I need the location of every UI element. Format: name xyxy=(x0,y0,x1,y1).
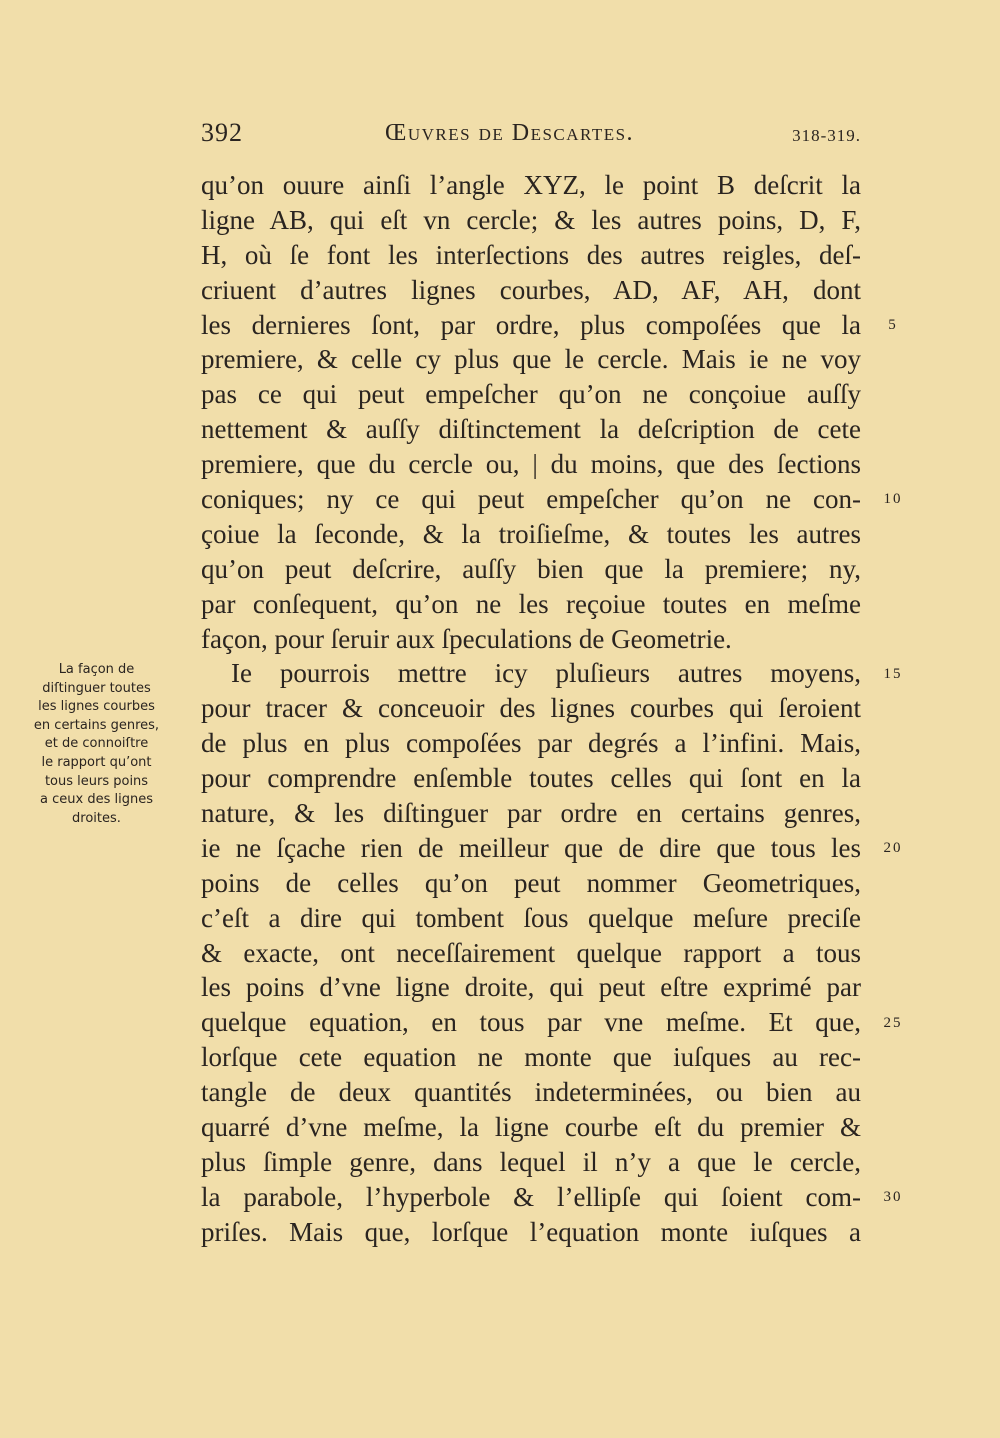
text-line: Ie pourrois mettre icy pluſieurs autres moyens, xyxy=(231,658,861,689)
text-line: lorſque cete equation ne monte que iuſques au rec- xyxy=(201,1042,861,1073)
text-line: pas ce qui peut empeſcher qu’on ne conçoiue auſſy xyxy=(201,379,861,410)
running-title: Œuvres de Descartes. xyxy=(385,120,635,146)
line-number: 5 xyxy=(888,316,898,333)
text-line: tangle de deux quantités indeterminées, ou bien au xyxy=(201,1077,861,1108)
text-line: qu’on ouure ainſi l’angle XYZ, le point B deſcrit la xyxy=(201,170,861,200)
text-line: coniques; ny ce qui peut empeſcher qu’on ne con- xyxy=(201,484,861,515)
text-line: poins de celles qu’on peut nommer Geometriques, xyxy=(201,867,861,898)
text-line: nettement & auſſy diſtinctement la deſcription de cete xyxy=(201,414,861,445)
margin-note xyxy=(14,661,179,828)
margin-note-line: en certains genres, xyxy=(33,717,160,733)
line-number: 20 xyxy=(883,840,903,857)
body-text xyxy=(201,168,861,1250)
text-line: plus ſimple genre, dans lequel il n’y a que le cercle, xyxy=(201,1146,861,1177)
text-line: de plus en plus compoſées par degrés a l’infini. Mais, xyxy=(201,728,861,759)
text-line: premiere, & celle cy plus que le cercle. Mais ie ne voy xyxy=(201,344,861,375)
margin-note-line: le rapport qu’ont xyxy=(41,754,152,770)
line-number: 15 xyxy=(883,665,903,682)
margin-note-line: droites. xyxy=(72,810,121,826)
line-number: 10 xyxy=(883,491,903,508)
text-line: pour tracer & conceuoir des lignes courbes qui ſeroient xyxy=(201,693,861,724)
text-line: c’eſt a dire qui tombent ſous quelque meſure preciſe xyxy=(201,902,861,933)
text-line: les dernieres ſont, par ordre, plus compoſées que la xyxy=(201,309,861,340)
page-number: 392 xyxy=(201,118,243,147)
margin-note-line: diſtinguer toutes xyxy=(42,680,151,696)
text-line: façon, pour ſeruir aux ſpeculations de Geometrie. xyxy=(201,623,732,654)
margin-note-line: a ceux des lignes xyxy=(40,792,153,808)
text-line: priſes. Mais que, lorſque l’equation monte iuſques a xyxy=(201,1216,861,1247)
text-line: qu’on peut deſcrire, auſſy bien que la premiere; ny, xyxy=(201,553,861,584)
text-line: quelque equation, en tous par vne meſme. Et que, xyxy=(201,1007,861,1038)
text-line: ie ne ſçache rien de meilleur que de dire que tous les xyxy=(201,832,861,863)
text-line: & exacte, ont neceſſairement quelque rapport a tous xyxy=(201,937,861,968)
page-header xyxy=(201,118,861,152)
margin-note-line: et de connoiſtre xyxy=(44,736,149,752)
text-line: H, où ſe font les interſections des autres reigles, deſ- xyxy=(201,239,861,270)
line-numbers xyxy=(875,168,915,1268)
line-number: 25 xyxy=(883,1014,903,1031)
text-line: quarré d’vne meſme, la ligne courbe eſt du premier & xyxy=(201,1112,861,1143)
text-line: les poins d’vne ligne droite, qui peut eſtre exprimé par xyxy=(201,972,861,1003)
text-line: par conſequent, qu’on ne les reçoiue toutes en meſme xyxy=(201,588,861,619)
line-number: 30 xyxy=(883,1189,903,1206)
margin-note-line: La façon de xyxy=(58,662,135,677)
text-line: la parabole, l’hyperbole & l’ellipſe qui ſoient com- xyxy=(201,1181,861,1212)
text-line: pour comprendre enſemble toutes celles qui ſont en la xyxy=(201,763,861,794)
text-line: çoiue la ſeconde, & la troiſieſme, & toutes les autres xyxy=(201,518,861,549)
page-range: 318-319. xyxy=(792,126,861,145)
text-line: ligne AB, qui eſt vn cercle; & les autres poins, D, F, xyxy=(201,204,861,235)
text-line: nature, & les diſtinguer par ordre en certains genres, xyxy=(201,798,861,829)
text-line: criuent d’autres lignes courbes, AD, AF, AH, dont xyxy=(201,274,861,305)
margin-note-line: les lignes courbes xyxy=(38,699,155,715)
margin-note-line: tous leurs poins xyxy=(44,773,149,789)
text-line: premiere, que du cercle ou, | du moins, que des ſections xyxy=(201,449,861,480)
